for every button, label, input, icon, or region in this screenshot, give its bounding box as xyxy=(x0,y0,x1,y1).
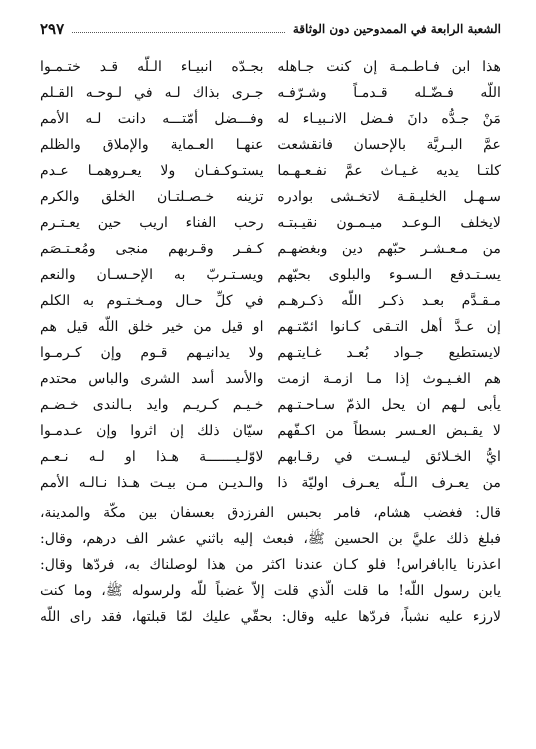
verse-second-hemistich: والأسد أسد الشرى والباس محتدم xyxy=(40,371,264,387)
verse-second-hemistich: خـيـم كـريـم وايد بـالندى خـضـم xyxy=(40,397,264,413)
verse xyxy=(40,470,501,496)
verse-first-hemistich: هم الغـيـوث إذا مـا ازمـة ازمت xyxy=(277,371,501,387)
verse-first-hemistich: كلتـا يديه غـيـاث عمَّ نفـعـهـما xyxy=(277,163,501,179)
verse-second-hemistich: او قيل من خير خلق اللّه قيل هم xyxy=(40,319,264,335)
verse-first-hemistich: اللّه فـضّـله قـدمـاً وشـرّفـه xyxy=(277,85,501,101)
running-header xyxy=(40,18,501,40)
verse xyxy=(40,158,501,184)
prose-line: لارزء عليه نشباً، فردّها عليه وقال: بحقّي عليك لمّا قبلتها، فقد راى اللّه xyxy=(40,609,501,625)
verse-second-hemistich: عنهـا العـماية والإملاق والظلم xyxy=(40,137,264,153)
verse-first-hemistich: ايُّ الخـلائق ليـسـت في رقـابهم xyxy=(277,449,501,465)
verse-first-hemistich: يسـتـدفع الـسـوء والبلوى بحبّهم xyxy=(277,267,501,283)
verse-first-hemistich: من يعـرف الـلّه يعـرف اوليّة ذا xyxy=(277,475,501,491)
verse-second-hemistich: يستـوكـفـان ولا يعـروهمـا عـدم xyxy=(40,163,264,179)
verse-first-hemistich: هذا ابن فـاطـمـة إن كنت جـاهله xyxy=(277,59,501,75)
verse xyxy=(40,54,501,80)
verse xyxy=(40,262,501,288)
verse-first-hemistich: إن عـدَّ أهل التـقى كـانوا ائمّتـهم xyxy=(277,319,501,335)
verse-second-hemistich: ولا يدانيـهم قـوم وإن كـرمـوا xyxy=(40,345,264,361)
verse-first-hemistich: من مـعـشـر حبّهم دين وبغضهـم xyxy=(277,241,501,257)
page-number: ٢٩٧ xyxy=(40,20,65,38)
verse-first-hemistich: لايخلف الـوعـد ميـمـون نقيـبتـه xyxy=(277,215,501,231)
verse xyxy=(40,340,501,366)
verse xyxy=(40,392,501,418)
prose-line: قال: فغضب هشام، فامر بحبس الفرزدق بعسفان بين مكّة والمدينة، xyxy=(40,505,501,521)
verse-first-hemistich: لايستطيع جـواد بُعـد غـايتـهم xyxy=(277,345,501,361)
verse-second-hemistich: والـديـن مـن بيـت هـذا نـالـه الأمم xyxy=(40,475,264,491)
verse-first-hemistich: عمَّ البـريَّة بالإحسان فانقشعت xyxy=(277,137,501,153)
verse-first-hemistich: مـقـدَّم بعـد ذكـر اللّه ذكـرهـم xyxy=(277,293,501,309)
verse-second-hemistich: ويسـتـربّ به الإحـسـان والنعم xyxy=(40,267,264,283)
verse-first-hemistich: مَنْ جـدُّه دانَ فـضل الانـبيـاء له xyxy=(277,111,501,127)
verse-first-hemistich: لا يقـبض العـسر بسطاً من اكـفّهم xyxy=(277,423,501,439)
verse xyxy=(40,210,501,236)
verse xyxy=(40,236,501,262)
verse xyxy=(40,80,501,106)
prose-line: اعذرنا ياابافراس! فلو كـان عندنا اكثر من هذا لوصلناك به، فردّها وقال: xyxy=(40,557,501,573)
verse xyxy=(40,106,501,132)
verse-first-hemistich: سـهـل الخليـقـة لاتخـشى بوادره xyxy=(277,189,501,205)
verse xyxy=(40,288,501,314)
prose-line: فبلغ ذلك عليَّ بن الحسين ﷺ، فبعث إليه باثني عشر الف درهم، وقال: xyxy=(40,531,501,547)
verse-second-hemistich: جـرى بذاك لـه في لـوحـه القـلم xyxy=(40,85,264,101)
verse xyxy=(40,366,501,392)
prose-line: يابن رسول اللّه! ما قلت الّذي قلت إلاّ غضباً للّه ولرسوله ﷺ، وما كنت xyxy=(40,583,501,599)
verse-first-hemistich: يأبى لـهم ان يحل الذمّ سـاحـتـهم xyxy=(277,397,501,413)
verse-second-hemistich: وفـــضل أمّتـــه دانت لـه الأمم xyxy=(40,111,264,127)
verse xyxy=(40,444,501,470)
verse xyxy=(40,418,501,444)
verse-second-hemistich: تزينه خـصـلتـان الخلق والكرم xyxy=(40,189,264,205)
verse-second-hemistich: لاوّلـيـــــــة هـذا او لـه نـعـم xyxy=(40,449,264,465)
prose-paragraph xyxy=(40,500,501,630)
book-page xyxy=(40,18,501,733)
verse xyxy=(40,132,501,158)
header-dotted-leader xyxy=(72,26,285,33)
verse-second-hemistich: بجـدّه انبيـاء الـلّه قـد ختـمـوا xyxy=(40,59,264,75)
chapter-title: الشعبة الرابعة في الممدوحين دون الوثاقة xyxy=(292,22,501,36)
verse xyxy=(40,314,501,340)
poem xyxy=(40,54,501,496)
verse-second-hemistich: سيّان ذلك إن اثروا وإن عـدمـوا xyxy=(40,423,264,439)
verse-second-hemistich: كـفـر وقـربهم منجى ومُعـتـصَم xyxy=(40,241,264,257)
verse-second-hemistich: في كلِّ حـال ومـخـتـوم به الكلم xyxy=(40,293,264,309)
verse-second-hemistich: رحب الفناء اريب حين يعـتـرم xyxy=(40,215,264,231)
verse xyxy=(40,184,501,210)
